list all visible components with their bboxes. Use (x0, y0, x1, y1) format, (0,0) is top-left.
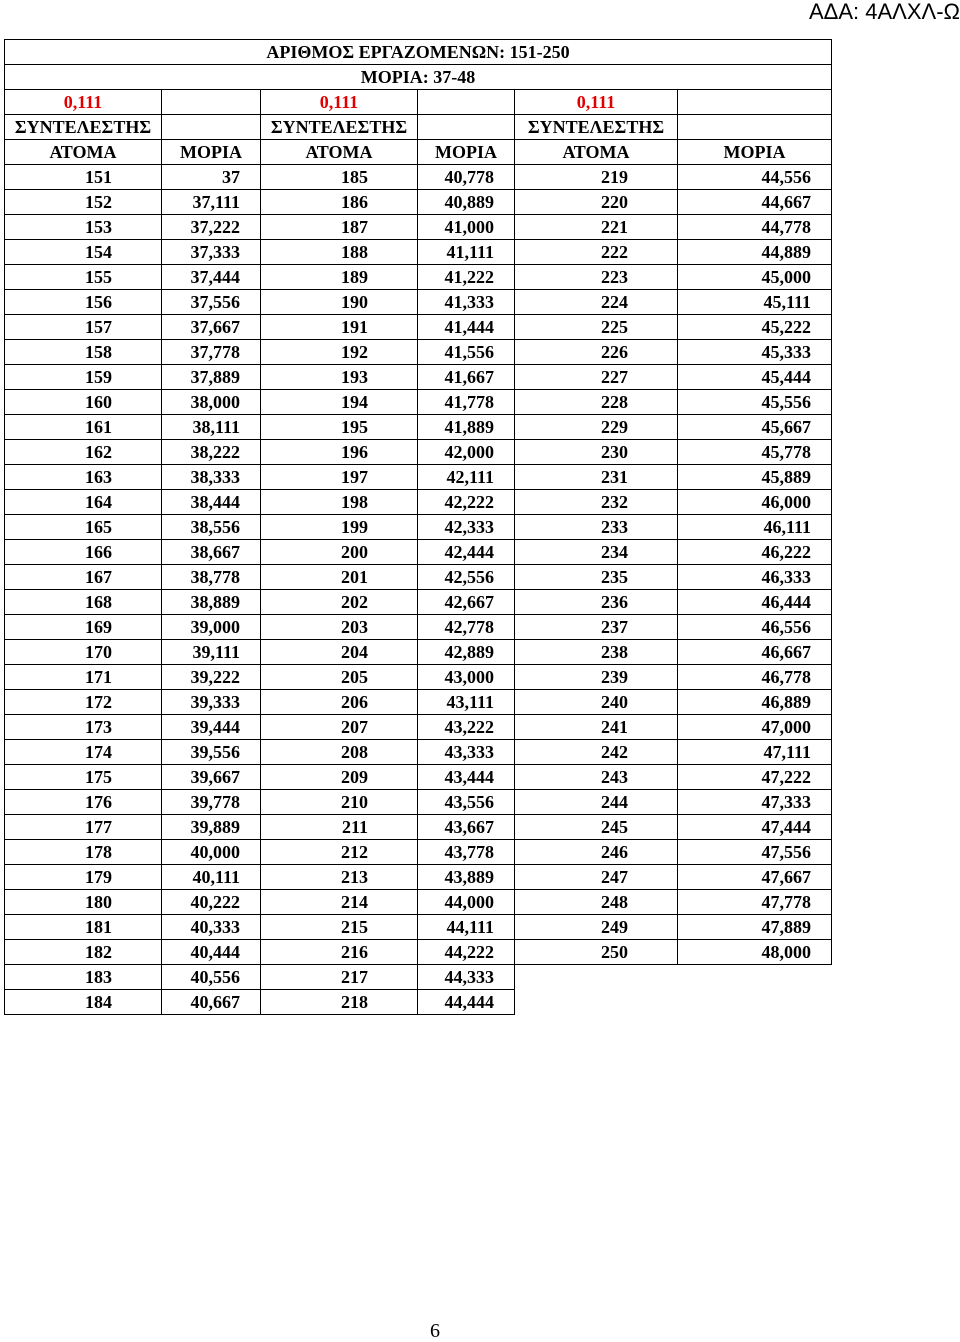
points-cell: 38,778 (162, 565, 261, 590)
header-persons-1: ΑΤΟΜΑ (5, 140, 162, 165)
table-row (5, 640, 832, 665)
persons-cell: 222 (515, 240, 678, 265)
table-row (5, 165, 832, 190)
table-row (5, 615, 832, 640)
header-points-2: ΜΟΡΙΑ (418, 140, 515, 165)
persons-cell: 171 (5, 665, 162, 690)
points-cell: 38,000 (162, 390, 261, 415)
table-row (5, 965, 832, 990)
points-cell: 44,667 (678, 190, 832, 215)
persons-cell: 243 (515, 765, 678, 790)
points-cell: 40,111 (162, 865, 261, 890)
persons-cell: 152 (5, 190, 162, 215)
table-row (5, 940, 832, 965)
persons-cell: 163 (5, 465, 162, 490)
points-cell: 41,778 (418, 390, 515, 415)
table-row (5, 215, 832, 240)
points-cell: 40,222 (162, 890, 261, 915)
persons-cell: 225 (515, 315, 678, 340)
points-cell: 41,444 (418, 315, 515, 340)
persons-cell: 202 (261, 590, 418, 615)
points-cell: 39,333 (162, 690, 261, 715)
persons-cell: 231 (515, 465, 678, 490)
persons-cell: 198 (261, 490, 418, 515)
persons-cell: 244 (515, 790, 678, 815)
persons-cell: 200 (261, 540, 418, 565)
points-cell: 39,000 (162, 615, 261, 640)
persons-cell: 234 (515, 540, 678, 565)
points-cell: 45,000 (678, 265, 832, 290)
points-cell: 37,333 (162, 240, 261, 265)
table-row (5, 765, 832, 790)
persons-cell: 158 (5, 340, 162, 365)
points-cell: 41,111 (418, 240, 515, 265)
persons-cell: 161 (5, 415, 162, 440)
persons-cell: 181 (5, 915, 162, 940)
table-row (5, 390, 832, 415)
persons-cell: 193 (261, 365, 418, 390)
persons-cell: 187 (261, 215, 418, 240)
persons-cell: 238 (515, 640, 678, 665)
persons-cell: 240 (515, 690, 678, 715)
points-cell: 38,556 (162, 515, 261, 540)
points-cell: 39,889 (162, 815, 261, 840)
header-points-1: ΜΟΡΙΑ (162, 140, 261, 165)
persons-cell: 190 (261, 290, 418, 315)
table-row (5, 340, 832, 365)
persons-cell: 184 (5, 990, 162, 1015)
points-cell: 39,222 (162, 665, 261, 690)
blank-cell (162, 115, 261, 140)
points-cell: 46,333 (678, 565, 832, 590)
persons-cell: 228 (515, 390, 678, 415)
table-row (5, 915, 832, 940)
coefficient-value-1: 0,111 (5, 90, 162, 115)
points-cell: 42,222 (418, 490, 515, 515)
points-cell: 37,556 (162, 290, 261, 315)
persons-cell: 197 (261, 465, 418, 490)
persons-cell: 216 (261, 940, 418, 965)
blank-cell (678, 90, 832, 115)
persons-cell: 201 (261, 565, 418, 590)
points-cell: 47,444 (678, 815, 832, 840)
table-row (5, 990, 832, 1015)
persons-cell: 196 (261, 440, 418, 465)
points-cell: 43,889 (418, 865, 515, 890)
table-row (5, 865, 832, 890)
page-number: 6 (430, 1320, 440, 1342)
title-row-2 (5, 65, 832, 90)
points-cell: 43,222 (418, 715, 515, 740)
persons-cell: 210 (261, 790, 418, 815)
persons-cell: 178 (5, 840, 162, 865)
points-cell: 45,333 (678, 340, 832, 365)
points-cell: 44,000 (418, 890, 515, 915)
points-cell: 47,889 (678, 915, 832, 940)
persons-cell: 206 (261, 690, 418, 715)
empty-cell (678, 965, 832, 990)
persons-cell: 179 (5, 865, 162, 890)
persons-cell: 213 (261, 865, 418, 890)
table-row (5, 840, 832, 865)
points-cell: 46,667 (678, 640, 832, 665)
points-cell: 41,556 (418, 340, 515, 365)
table-row (5, 190, 832, 215)
points-cell: 46,778 (678, 665, 832, 690)
points-cell: 41,889 (418, 415, 515, 440)
points-cell: 40,444 (162, 940, 261, 965)
persons-cell: 217 (261, 965, 418, 990)
points-cell: 37,667 (162, 315, 261, 340)
persons-cell: 167 (5, 565, 162, 590)
table-row (5, 490, 832, 515)
persons-cell: 227 (515, 365, 678, 390)
points-cell: 44,556 (678, 165, 832, 190)
persons-cell: 215 (261, 915, 418, 940)
persons-cell: 166 (5, 540, 162, 565)
points-cell: 45,889 (678, 465, 832, 490)
persons-cell: 249 (515, 915, 678, 940)
points-cell: 41,333 (418, 290, 515, 315)
persons-cell: 169 (5, 615, 162, 640)
persons-cell: 237 (515, 615, 678, 640)
persons-cell: 164 (5, 490, 162, 515)
header-points-3: ΜΟΡΙΑ (678, 140, 832, 165)
persons-cell: 188 (261, 240, 418, 265)
persons-cell: 185 (261, 165, 418, 190)
points-cell: 47,778 (678, 890, 832, 915)
points-cell: 40,778 (418, 165, 515, 190)
table-row (5, 440, 832, 465)
persons-cell: 223 (515, 265, 678, 290)
table-row (5, 790, 832, 815)
points-cell: 39,667 (162, 765, 261, 790)
points-cell: 43,556 (418, 790, 515, 815)
persons-cell: 230 (515, 440, 678, 465)
blank-cell (678, 115, 832, 140)
blank-cell (418, 90, 515, 115)
points-cell: 46,000 (678, 490, 832, 515)
points-cell: 47,333 (678, 790, 832, 815)
points-cell: 48,000 (678, 940, 832, 965)
persons-cell: 153 (5, 215, 162, 240)
persons-cell: 233 (515, 515, 678, 540)
persons-cell: 204 (261, 640, 418, 665)
points-cell: 39,778 (162, 790, 261, 815)
persons-cell: 207 (261, 715, 418, 740)
persons-cell: 172 (5, 690, 162, 715)
points-cell: 42,556 (418, 565, 515, 590)
persons-cell: 151 (5, 165, 162, 190)
persons-cell: 220 (515, 190, 678, 215)
persons-cell: 250 (515, 940, 678, 965)
points-cell: 44,444 (418, 990, 515, 1015)
coefficient-label-2: ΣΥΝΤΕΛΕΣΤΗΣ (261, 115, 418, 140)
persons-cell: 241 (515, 715, 678, 740)
points-cell: 41,222 (418, 265, 515, 290)
points-cell: 47,222 (678, 765, 832, 790)
persons-cell: 247 (515, 865, 678, 890)
points-cell: 45,778 (678, 440, 832, 465)
persons-cell: 191 (261, 315, 418, 340)
persons-cell: 174 (5, 740, 162, 765)
table-row (5, 665, 832, 690)
persons-cell: 157 (5, 315, 162, 340)
empty-cell (678, 990, 832, 1015)
points-cell: 38,444 (162, 490, 261, 515)
points-cell: 46,889 (678, 690, 832, 715)
points-cell: 45,111 (678, 290, 832, 315)
table-row (5, 415, 832, 440)
points-cell: 46,111 (678, 515, 832, 540)
points-cell: 43,333 (418, 740, 515, 765)
points-cell: 40,000 (162, 840, 261, 865)
persons-cell: 192 (261, 340, 418, 365)
coefficient-row (5, 90, 832, 115)
persons-cell: 242 (515, 740, 678, 765)
table-row (5, 365, 832, 390)
points-cell: 47,000 (678, 715, 832, 740)
points-cell: 42,444 (418, 540, 515, 565)
points-cell: 42,778 (418, 615, 515, 640)
table-row (5, 465, 832, 490)
points-cell: 42,889 (418, 640, 515, 665)
persons-cell: 208 (261, 740, 418, 765)
points-cell: 45,444 (678, 365, 832, 390)
points-table (4, 39, 832, 1015)
points-cell: 44,222 (418, 940, 515, 965)
persons-cell: 162 (5, 440, 162, 465)
points-cell: 45,667 (678, 415, 832, 440)
persons-cell: 182 (5, 940, 162, 965)
points-cell: 43,000 (418, 665, 515, 690)
persons-cell: 226 (515, 340, 678, 365)
blank-cell (162, 90, 261, 115)
table-title: ΑΡΙΘΜΟΣ ΕΡΓΑΖΟΜΕΝΩΝ: 151-250 (5, 40, 832, 65)
title-row-1 (5, 40, 832, 65)
persons-cell: 224 (515, 290, 678, 315)
points-cell: 40,333 (162, 915, 261, 940)
points-cell: 42,333 (418, 515, 515, 540)
persons-cell: 236 (515, 590, 678, 615)
points-cell: 42,111 (418, 465, 515, 490)
points-cell: 44,111 (418, 915, 515, 940)
persons-cell: 214 (261, 890, 418, 915)
persons-cell: 211 (261, 815, 418, 840)
persons-cell: 219 (515, 165, 678, 190)
points-cell: 42,667 (418, 590, 515, 615)
points-cell: 45,556 (678, 390, 832, 415)
header-persons-2: ΑΤΟΜΑ (261, 140, 418, 165)
persons-cell: 168 (5, 590, 162, 615)
persons-cell: 159 (5, 365, 162, 390)
table-row (5, 890, 832, 915)
persons-cell: 199 (261, 515, 418, 540)
column-header-row (5, 140, 832, 165)
points-cell: 40,667 (162, 990, 261, 1015)
table-subtitle: ΜΟΡΙΑ: 37-48 (5, 65, 832, 90)
points-cell: 37 (162, 165, 261, 190)
points-cell: 44,778 (678, 215, 832, 240)
persons-cell: 209 (261, 765, 418, 790)
points-cell: 39,111 (162, 640, 261, 665)
points-cell: 37,444 (162, 265, 261, 290)
table-row (5, 815, 832, 840)
persons-cell: 189 (261, 265, 418, 290)
coefficient-label-3: ΣΥΝΤΕΛΕΣΤΗΣ (515, 115, 678, 140)
points-cell: 43,444 (418, 765, 515, 790)
persons-cell: 175 (5, 765, 162, 790)
persons-cell: 154 (5, 240, 162, 265)
table-row (5, 290, 832, 315)
persons-cell: 205 (261, 665, 418, 690)
persons-cell: 173 (5, 715, 162, 740)
points-cell: 43,778 (418, 840, 515, 865)
points-cell: 43,111 (418, 690, 515, 715)
points-cell: 37,222 (162, 215, 261, 240)
points-cell: 37,889 (162, 365, 261, 390)
coefficient-label-1: ΣΥΝΤΕΛΕΣΤΗΣ (5, 115, 162, 140)
persons-cell: 177 (5, 815, 162, 840)
persons-cell: 232 (515, 490, 678, 515)
persons-cell: 186 (261, 190, 418, 215)
coefficient-label-row (5, 115, 832, 140)
table-row (5, 265, 832, 290)
points-cell: 46,444 (678, 590, 832, 615)
persons-cell: 245 (515, 815, 678, 840)
table-row (5, 240, 832, 265)
points-cell: 37,111 (162, 190, 261, 215)
persons-cell: 170 (5, 640, 162, 665)
table-row (5, 590, 832, 615)
persons-cell: 246 (515, 840, 678, 865)
persons-cell: 180 (5, 890, 162, 915)
persons-cell: 194 (261, 390, 418, 415)
points-cell: 42,000 (418, 440, 515, 465)
coefficient-value-3: 0,111 (515, 90, 678, 115)
persons-cell: 195 (261, 415, 418, 440)
empty-cell (515, 965, 678, 990)
persons-cell: 248 (515, 890, 678, 915)
points-cell: 47,111 (678, 740, 832, 765)
table-row (5, 715, 832, 740)
points-cell: 46,222 (678, 540, 832, 565)
points-cell: 46,556 (678, 615, 832, 640)
persons-cell: 176 (5, 790, 162, 815)
points-cell: 41,000 (418, 215, 515, 240)
header-persons-3: ΑΤΟΜΑ (515, 140, 678, 165)
table-row (5, 565, 832, 590)
table-row (5, 515, 832, 540)
empty-cell (515, 990, 678, 1015)
points-cell: 45,222 (678, 315, 832, 340)
persons-cell: 156 (5, 290, 162, 315)
points-cell: 39,444 (162, 715, 261, 740)
persons-cell: 165 (5, 515, 162, 540)
table-row (5, 740, 832, 765)
points-cell: 44,333 (418, 965, 515, 990)
points-cell: 40,889 (418, 190, 515, 215)
persons-cell: 221 (515, 215, 678, 240)
persons-cell: 203 (261, 615, 418, 640)
persons-cell: 160 (5, 390, 162, 415)
points-cell: 47,556 (678, 840, 832, 865)
points-cell: 41,667 (418, 365, 515, 390)
persons-cell: 212 (261, 840, 418, 865)
points-cell: 40,556 (162, 965, 261, 990)
persons-cell: 218 (261, 990, 418, 1015)
persons-cell: 229 (515, 415, 678, 440)
points-cell: 38,889 (162, 590, 261, 615)
persons-cell: 155 (5, 265, 162, 290)
points-cell: 38,111 (162, 415, 261, 440)
points-cell: 44,889 (678, 240, 832, 265)
points-cell: 39,556 (162, 740, 261, 765)
persons-cell: 183 (5, 965, 162, 990)
table-row (5, 315, 832, 340)
table-row (5, 690, 832, 715)
points-cell: 38,667 (162, 540, 261, 565)
points-cell: 37,778 (162, 340, 261, 365)
persons-cell: 239 (515, 665, 678, 690)
blank-cell (418, 115, 515, 140)
points-cell: 43,667 (418, 815, 515, 840)
table-row (5, 540, 832, 565)
points-cell: 47,667 (678, 865, 832, 890)
ada-code-label: ΑΔΑ: 4ΑΛΧΛ-Ω (808, 0, 960, 24)
points-cell: 38,222 (162, 440, 261, 465)
coefficient-value-2: 0,111 (261, 90, 418, 115)
points-cell: 38,333 (162, 465, 261, 490)
persons-cell: 235 (515, 565, 678, 590)
